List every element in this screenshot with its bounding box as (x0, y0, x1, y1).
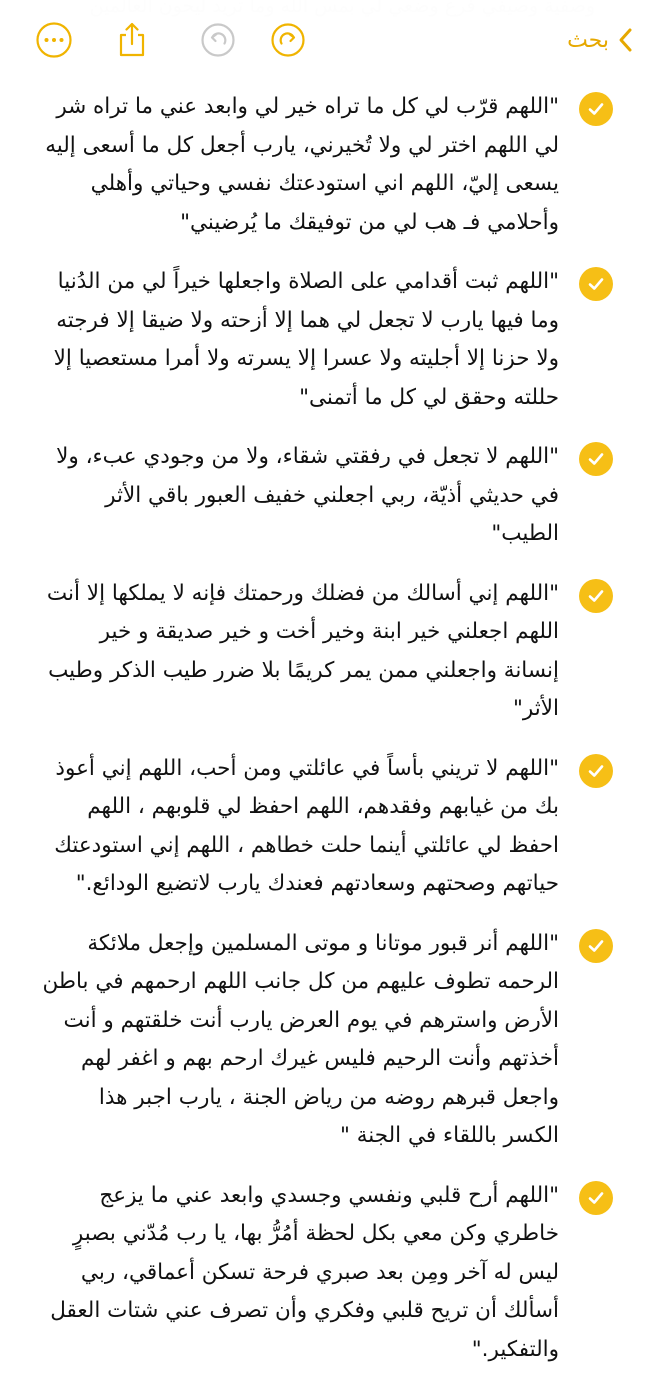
undo-button[interactable] (198, 20, 238, 60)
redo-icon (270, 22, 306, 58)
checklist-item-text[interactable]: "اللهم أرح قلبي ونفسي وجسدي وابعد عني ما يزعج خاطري وكن معي بكل لحظة أمُرُّ بها، يا رب مُدّني بصبرٍ ليس له آخر ومِن بعد صبري فرحة تسكن أعماقي، ربي أسألك أن تريح قلبي وفكري وأن تصرف عني شتات العقل والتفكير." (50, 1182, 559, 1362)
share-icon (114, 20, 150, 60)
checkmark-circle-icon[interactable] (579, 579, 613, 613)
checklist-item (0, 88, 655, 242)
checklist-item-text[interactable]: "اللهم إني أسالك من فضلك ورحمتك فإنه لا يملكها إلا أنت اللهم اجعلني خير ابنة وخير أخت و خير صديقة و خير إنسانة واجعلني ممن يمر كريمًا بلا ضرر طيب الذكر وطيب الأثر" (46, 580, 559, 721)
checklist-item-text[interactable]: "اللهم ثبت أقدامي على الصلاة واجعلها خيراً لي من الدُنيا وما فيها يارب لا تجعل لي هما إلا أزحته ولا ضيقا إلا فرجته ولا حزنا إلا أجليته ولا عسرا إلا يسرته ولا أمرا مستعصيا إلا حللته وحقق لي كل ما أتمنى" (53, 269, 559, 410)
chevron-left-icon (615, 25, 637, 55)
ellipsis-circle-icon (35, 21, 73, 59)
checklist-item-text[interactable]: "اللهم قرّب لي كل ما تراه خير لي وابعد عني ما تراه شر لي اللهم اختر لي ولا تُخيرني، يارب أجعل كل ما أسعى إليه يسعى إليّ، اللهم اني استودعتك نفسي وحياتي وأهلي وأحلامي فـ هب لي من توفيقك ما يُرضيني" (45, 94, 559, 235)
checklist-item-text[interactable]: "اللهم أنر قبور موتانا و موتى المسلمين وإجعل ملائكة الرحمه تطوف عليهم من كل جانب اللهم ارحمهم في باطن الأرض واسترهم في يوم العرض يارب أنت خلقتهم و أنت أخذتهم وأنت الرحيم فليس غيرك ارحم بهم و اغفر لهم واجعل قبرهم روضه من رياض الجنة ، يارب اجبر هذا الكسر باللقاء في الجنة " (42, 930, 559, 1148)
checkmark-circle-icon[interactable] (579, 267, 613, 301)
undo-icon (200, 22, 236, 58)
checklist-item-text[interactable]: "اللهم لا تريني بأساً في عائلتي ومن أحب، اللهم إني أعوذ بك من غيابهم وفقدهم، اللهم احفظ لي قلوبهم ، اللهم احفظ لي عائلتي أينما حلت خطاهم ، اللهم إني استودعتك حياتهم وصحتهم وسعادتهم فعندك يارب لاتضيع الودائع." (54, 755, 559, 896)
checklist-item (0, 575, 655, 729)
share-button[interactable] (112, 20, 152, 60)
checklist (0, 88, 655, 1390)
checklist-item (0, 1177, 655, 1370)
redo-button[interactable] (268, 20, 308, 60)
more-button[interactable] (34, 20, 74, 60)
checkmark-circle-icon[interactable] (579, 442, 613, 476)
checkmark-circle-icon[interactable] (579, 1181, 613, 1215)
checkmark-circle-icon[interactable] (579, 92, 613, 126)
checklist-item (0, 925, 655, 1156)
back-label: بحث (567, 27, 609, 53)
checklist-item (0, 750, 655, 904)
toolbar (0, 0, 655, 82)
checkmark-circle-icon[interactable] (579, 929, 613, 963)
checklist-item-text[interactable]: "اللهم لا تجعل في رفقتي شقاء، ولا من وجودي عبء، ولا في حديثي أذيّة، ربي اجعلني خفيف العبور باقي الأثر الطيب" (56, 444, 559, 546)
checklist-item (0, 438, 655, 554)
checklist-item (0, 263, 655, 417)
checkmark-circle-icon[interactable] (579, 754, 613, 788)
back-button[interactable] (567, 18, 637, 62)
